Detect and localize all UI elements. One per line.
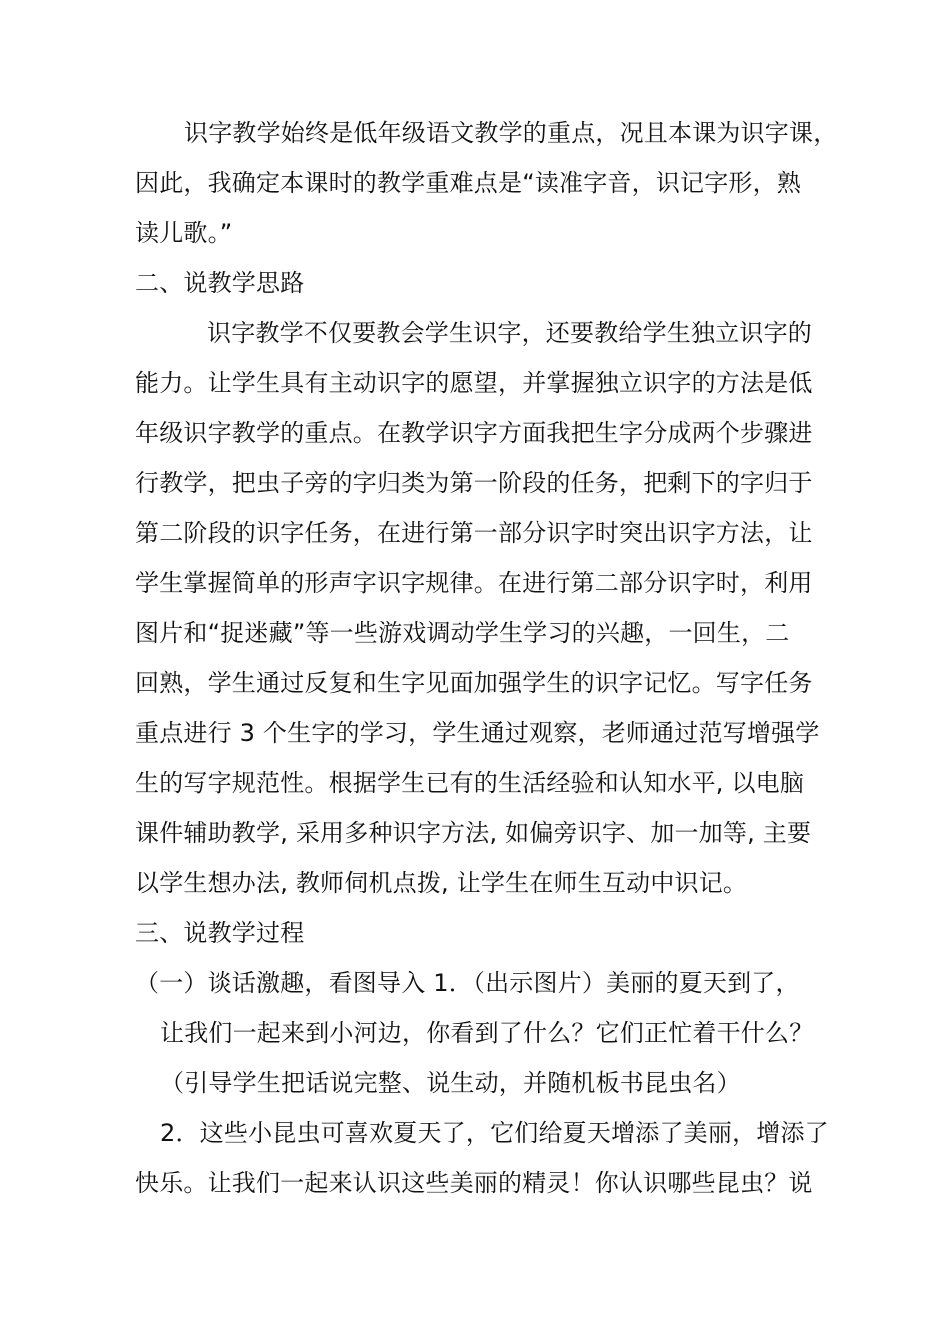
paragraph-line: 图片和“捉迷藏”等一些游戏调动学生学习的兴趣，一回生，二 [135, 619, 790, 647]
paragraph-line: 识字教学始终是低年级语文教学的重点，况且本课为识字课， [184, 119, 838, 147]
paragraph-line: 课件辅助教学, 采用多种识字方法, 如偏旁识字、加一加等, 主要 [135, 819, 812, 847]
paragraph-line: 2．这些小昆虫可喜欢夏天了，它们给夏天增添了美丽，增添了 [160, 1119, 829, 1147]
paragraph-line: 以学生想办法, 教师伺机点拨, 让学生在师生互动中识记。 [135, 869, 748, 897]
paragraph-line: 快乐。让我们一起来认识这些美丽的精灵！你认识哪些昆虫？说 [135, 1169, 813, 1197]
paragraph-line: 生的写字规范性。根据学生已有的生活经验和认知水平, 以电脑 [135, 769, 805, 797]
paragraph-line: 年级识字教学的重点。在教学识字方面我把生字分成两个步骤进 [135, 419, 813, 447]
paragraph-line: 因此，我确定本课时的教学重难点是“读准字音，识记字形，熟 [135, 169, 802, 197]
paragraph-line: 第二阶段的识字任务，在进行第一部分识字时突出识字方法，让 [135, 519, 813, 547]
paragraph-line: 识字教学不仅要教会学生识字，还要教给学生独立识字的 [207, 319, 812, 347]
paragraph-line: 学生掌握简单的形声字识字规律。在进行第二部分识字时，利用 [135, 569, 813, 597]
paragraph-line: 重点进行 3 个生字的学习，学生通过观察，老师通过范写增强学 [135, 719, 820, 747]
paragraph-line: 让我们一起来到小河边，你看到了什么？它们正忙着干什么？ [160, 1019, 814, 1047]
section-heading: 二、说教学思路 [135, 269, 305, 297]
paragraph-line: 能力。让学生具有主动识字的愿望，并掌握独立识字的方法是低 [135, 369, 813, 397]
paragraph-line: 读儿歌。” [135, 219, 233, 247]
paragraph-line: 行教学，把虫子旁的字归类为第一阶段的任务，把剩下的字归于 [135, 469, 813, 497]
paragraph-line: （引导学生把话说完整、说生动，并随机板书昆虫名） [160, 1069, 741, 1097]
paragraph-line: 回熟，学生通过反复和生字见面加强学生的识字记忆。写字任务 [135, 669, 813, 697]
paragraph-line: （一）谈话激趣，看图导入 1．（出示图片）美丽的夏天到了， [135, 969, 800, 997]
section-heading: 三、说教学过程 [135, 919, 305, 947]
